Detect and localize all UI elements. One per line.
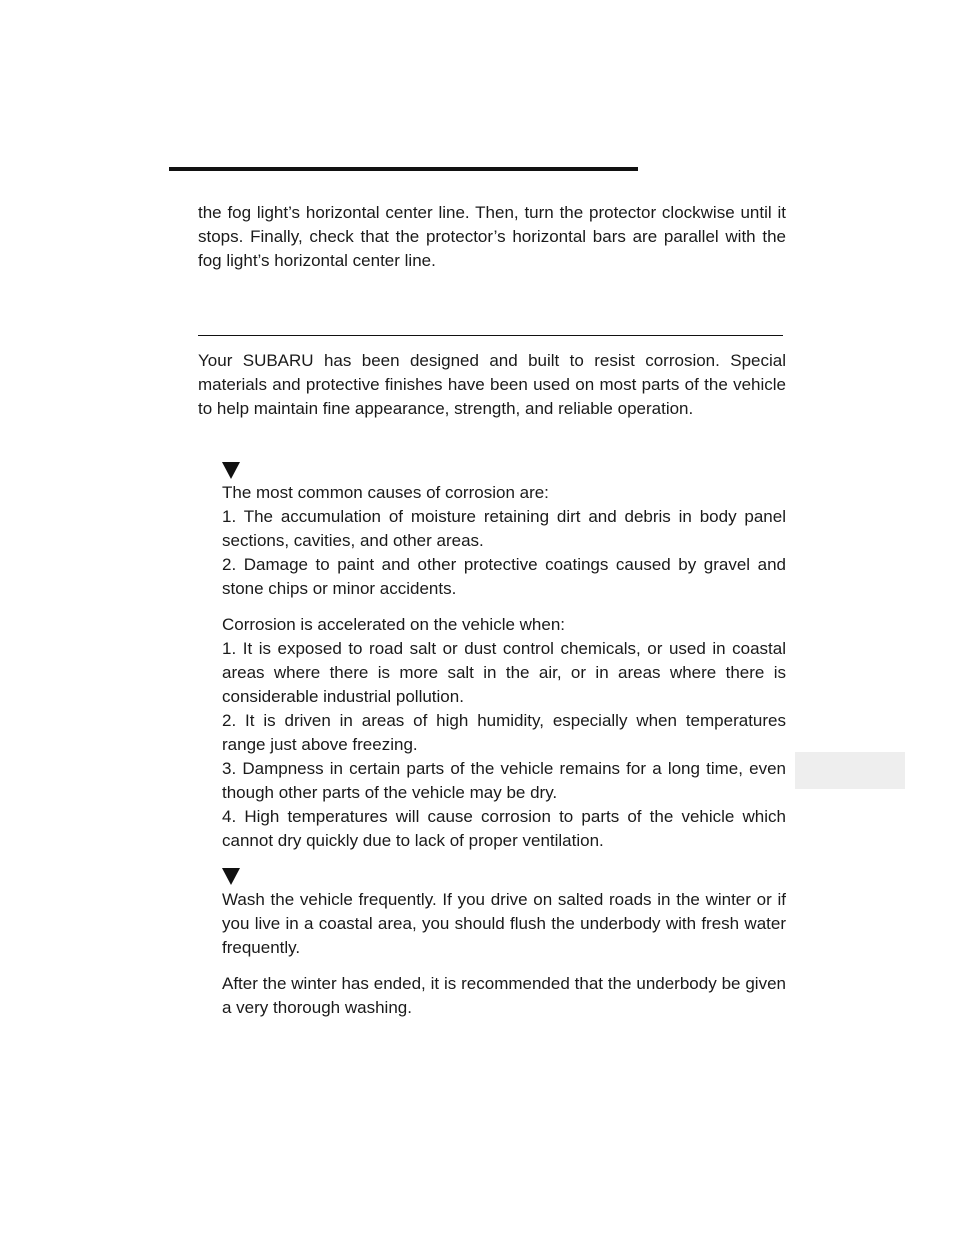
intro-paragraph: the fog light’s horizontal center line. Then, turn the protector clockwise until it stops. Finally, check that the protector’s horizontal bars are parallel with the fog light’s horizontal center line. (198, 203, 786, 270)
washing-paragraph: Wash the vehicle frequently. If you drive on salted roads in the winter or if you live in a coastal area, you should flush the underbody with fresh water frequently. (222, 890, 786, 957)
causes-heading: The most common causes of corrosion are: (222, 483, 549, 502)
causes-section (222, 481, 786, 601)
accelerated-item: 2. It is driven in areas of high humidity, especially when temperatures range just above freezing. (222, 711, 786, 754)
chapter-side-tab (795, 752, 905, 789)
accelerated-section (222, 613, 786, 853)
washing-paragraph: After the winter has ended, it is recommended that the underbody be given a very thorough washing. (222, 974, 786, 1017)
section-divider (198, 335, 783, 336)
washing-section (222, 888, 786, 1020)
accelerated-heading: Corrosion is accelerated on the vehicle when: (222, 615, 566, 634)
causes-item: 2. Damage to paint and other protective coatings caused by gravel and stone chips or minor accidents. (222, 555, 786, 598)
causes-item: 1. The accumulation of moisture retaining dirt and debris in body panel sections, cavities, and other areas. (222, 507, 786, 550)
corrosion-intro-paragraph: Your SUBARU has been designed and built to resist corrosion. Special materials and protective finishes have been used on most parts of the vehicle to help maintain fine appearance, strength, and reliable operation. (198, 351, 786, 418)
accelerated-item: 1. It is exposed to road salt or dust control chemicals, or used in coastal areas where there is more salt in the air, or in areas where there is considerable industrial pollution. (222, 639, 786, 706)
accelerated-item: 3. Dampness in certain parts of the vehicle remains for a long time, even though other parts of the vehicle may be dry. (222, 759, 786, 802)
top-heading-rule (169, 167, 638, 171)
down-triangle-icon (222, 868, 240, 885)
down-triangle-icon (222, 462, 240, 479)
accelerated-item: 4. High temperatures will cause corrosion to parts of the vehicle which cannot dry quickly due to lack of proper ventilation. (222, 807, 786, 850)
